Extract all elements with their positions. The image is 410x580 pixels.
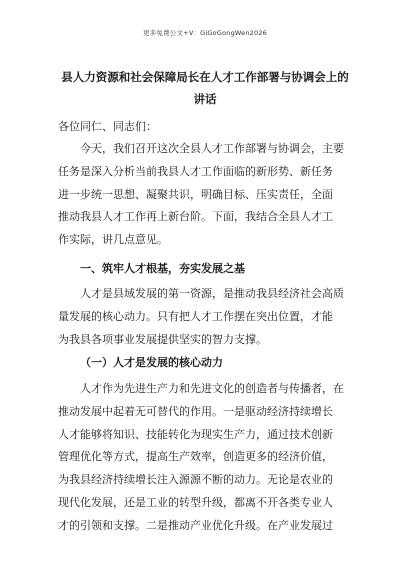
paragraph-line: 任务是深入分析当前我县人才工作面临的新形势、新任务 — [58, 164, 333, 178]
header-note: 更多免费公文+V：GiGoGongWen2026 — [142, 29, 267, 37]
paragraph-line: 人才能够将知识、技能转化为现实生产力，通过技术创新 — [58, 427, 333, 441]
section-heading-1: 一、筑牢人才根基，夯实发展之基 — [80, 262, 245, 275]
paragraph-line: 今天，我们召开这次全县人才工作部署与协调会，主要 — [58, 142, 344, 155]
paragraph-line: 人才是县域发展的第一资源，是推动我县经济社会高质 — [58, 287, 344, 300]
paragraph-line: 推动我县人才工作再上新台阶。下面，我结合全县人才工 — [58, 210, 333, 224]
subsection-heading-1: （一）人才是发展的核心动力 — [80, 356, 223, 369]
paragraph-line: 管理优化等方式，提高生产效率，创造更多的经济价值， — [58, 450, 333, 464]
paragraph-line: 推动发展中起着无可替代的作用。一是驱动经济持续增长 — [58, 404, 333, 418]
title-line-1: 县人力资源和社会保障局长在人才工作部署与协调会上的 — [61, 70, 349, 84]
paragraph-line: 量发展的核心动力。只有把人才工作摆在突出位置，才能 — [58, 309, 333, 323]
intro-paragraph — [58, 138, 354, 252]
document-title — [48, 66, 362, 110]
paragraph-line: 作实际，讲几点意见。 — [58, 233, 168, 247]
paragraph-line: 现代化发展，还是工业的转型升级，都离不开各类专业人 — [58, 495, 333, 509]
paragraph-line: 才的引领和支撑。二是推动产业优化升级。在产业发展过 — [58, 518, 333, 532]
paragraph-line: 为我县经济持续增长注入源源不断的动力。无论是农业的 — [58, 473, 333, 487]
paragraph-line: 为我县各项事业发展提供坚实的智力支撑。 — [58, 332, 267, 346]
salutation: 各位同仁、同志们： — [58, 120, 157, 133]
title-line-2: 讲话 — [193, 92, 217, 106]
subsection1-paragraph — [58, 378, 354, 538]
section1-paragraph — [58, 283, 354, 351]
paragraph-line: 人才作为先进生产力和先进文化的创造者与传播者，在 — [58, 382, 344, 395]
paragraph-line: 进一步统一思想、凝聚共识，明确目标、压实责任，全面 — [58, 187, 333, 201]
